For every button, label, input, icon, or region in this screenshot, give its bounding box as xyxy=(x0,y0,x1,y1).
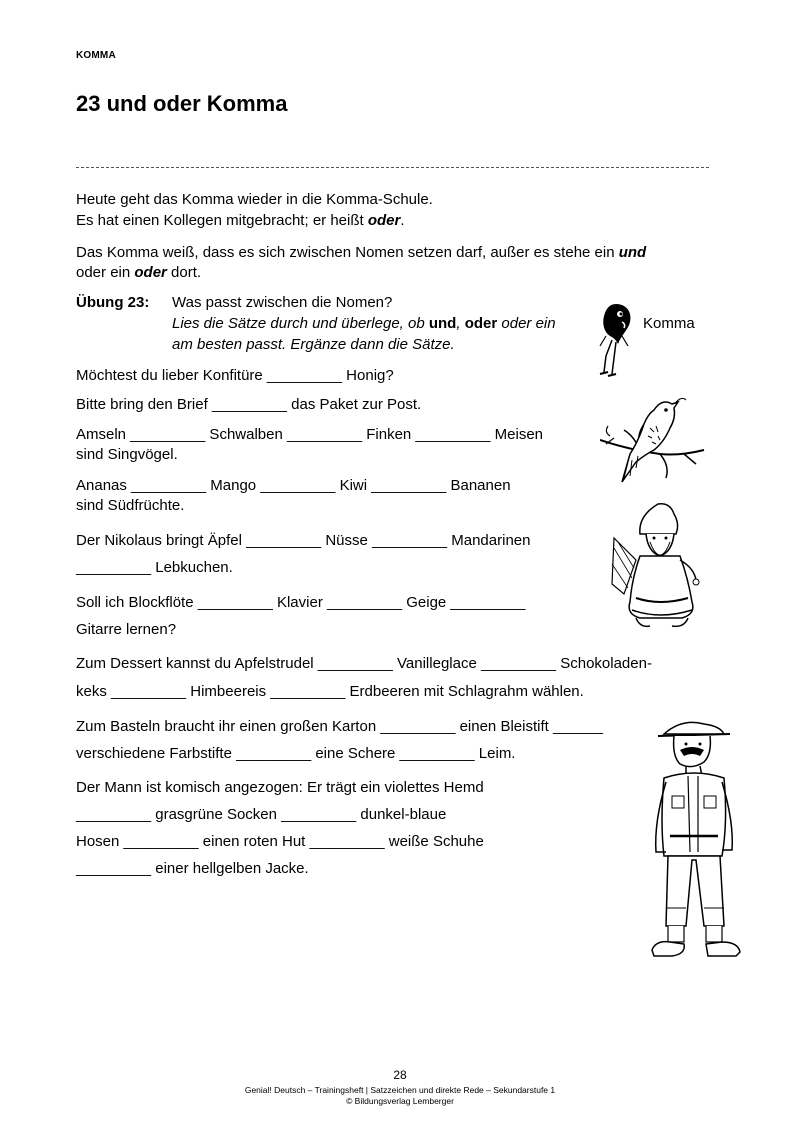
sentence-8-line-2: verschiedene Farbstifte _________ eine Schere _________ Leim. xyxy=(76,745,516,762)
sentence-6-line-1: Soll ich Blockflöte _________ Klavier _________ Geige _________ xyxy=(76,594,526,611)
nikolaus-icon xyxy=(610,498,702,630)
sentence-5-line-1: Der Nikolaus bringt Äpfel _________ Nüsse _________ Mandarinen xyxy=(76,532,531,549)
exercise-instruction-2: am besten passt. Ergänze dann die Sätze. xyxy=(172,336,455,353)
intro-line-4: oder ein oder dort. xyxy=(76,264,202,281)
sentence-8-line-1: Zum Basteln braucht ihr einen großen Karton _________ einen Bleistift ______ xyxy=(76,718,604,735)
sentence-1: Möchtest du lieber Konfitüre _________ Honig? xyxy=(76,367,394,384)
sentence-2: Bitte bring den Brief _________ das Paket zur Post. xyxy=(76,396,422,413)
intro-line-3: Das Komma weiß, dass es sich zwischen Nomen setzen darf, außer es stehe ein und xyxy=(76,244,647,261)
intro-line-2: Es hat einen Kollegen mitgebracht; er heißt oder. xyxy=(76,212,405,229)
sentence-3-line-2: sind Singvögel. xyxy=(76,446,178,463)
footer-line-2: © Bildungsverlag Lemberger xyxy=(346,1096,454,1106)
exercise-instruction-1: Lies die Sätze durch und überlege, ob und, oder oder ein xyxy=(172,315,556,332)
exercise-label: Übung 23: xyxy=(76,294,150,311)
komma-label: Komma xyxy=(643,315,695,332)
bird-on-branch-icon xyxy=(600,392,706,492)
sentence-6-line-2: Gitarre lernen? xyxy=(76,621,177,638)
page-number: 28 xyxy=(393,1068,407,1082)
sentence-7-line-2: keks _________ Himbeereis _________ Erdbeeren mit Schlagrahm wählen. xyxy=(76,683,584,700)
intro-line-1: Heute geht das Komma wieder in die Komma-Schule. xyxy=(76,191,433,208)
dressed-man-icon xyxy=(646,712,742,960)
sentence-5-line-2: _________ Lebkuchen. xyxy=(76,559,233,576)
page-title: 23 und oder Komma xyxy=(76,91,288,116)
sentence-4-line-2: sind Südfrüchte. xyxy=(76,497,185,514)
sentence-9-line-2: _________ grasgrüne Socken _________ dunkel-blaue xyxy=(76,806,447,823)
section-label: KOMMA xyxy=(76,50,116,61)
sentence-3-line-1: Amseln _________ Schwalben _________ Finken _________ Meisen xyxy=(76,426,544,443)
exercise-question: Was passt zwischen die Nomen? xyxy=(172,294,393,311)
footer-line-1: Genial! Deutsch – Trainingsheft | Satzzeichen und direkte Rede – Sekundarstufe 1 xyxy=(244,1085,556,1095)
sentence-4-line-1: Ananas _________ Mango _________ Kiwi _________ Bananen xyxy=(76,477,511,494)
sentence-9-line-1: Der Mann ist komisch angezogen: Er trägt ein violettes Hemd xyxy=(76,779,484,796)
sentence-9-line-3: Hosen _________ einen roten Hut _________ weiße Schuhe xyxy=(76,833,484,850)
sentence-7-line-1: Zum Dessert kannst du Apfelstrudel _________ Vanilleglace _________ Schokoladen- xyxy=(76,655,652,672)
sentence-9-line-4: _________ einer hellgelben Jacke. xyxy=(76,860,309,877)
komma-character-icon xyxy=(596,300,636,380)
dashed-divider xyxy=(76,167,709,168)
